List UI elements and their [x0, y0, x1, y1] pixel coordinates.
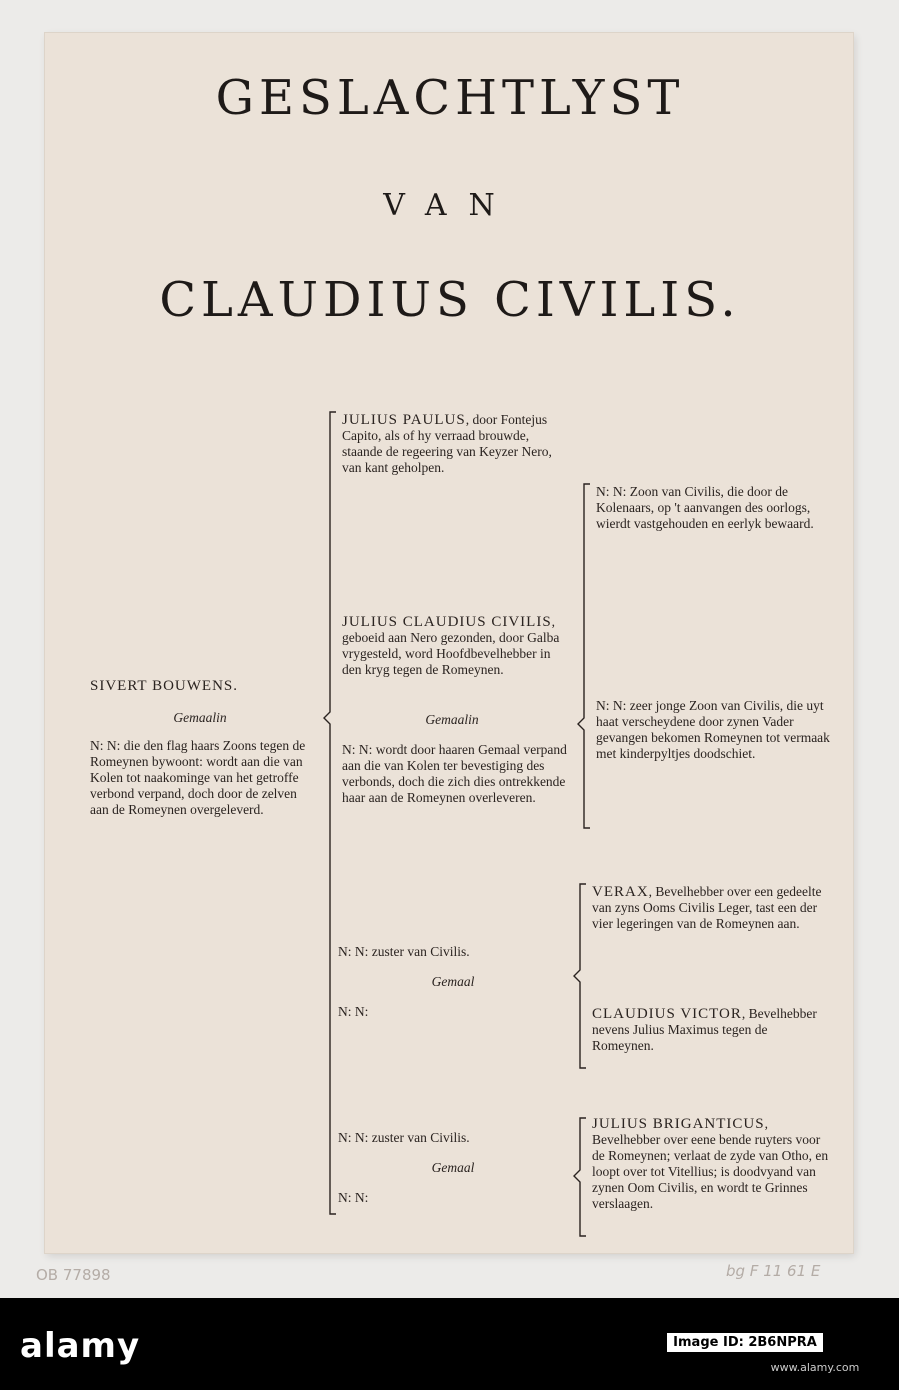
verax-name: VERAX [592, 884, 649, 900]
civilis-text: , geboeid aan Nero gezonden, door Galba vrygesteld, word Hoofdbevelhebber in den kryg tegen de Romeynen. [342, 614, 560, 677]
son-1-text: N: N: Zoon van Civilis, die door de Kolenaars, op 't aanvangen des oorlogs, wierdt vastgehouden en eerlyk bewaard. [596, 484, 814, 531]
footer-logo: alamy [20, 1326, 141, 1366]
image-id: Image ID: 2B6NPRA [667, 1333, 823, 1352]
title-line-2: VAN [383, 188, 517, 223]
julius-paulus-name: JULIUS PAULUS [342, 412, 466, 428]
left-spouse-label: Gemaalin [173, 710, 227, 725]
sister-2-text: N: N: zuster van Civilis. [338, 1130, 470, 1145]
julius-paulus-text: , door Fontejus Capito, als of hy verraad brouwde, staande de regeering van Keyzer Nero, van kant geholpen. [342, 412, 552, 475]
briganticus-text: , Bevelhebber over eene bende ruyters voor de Romeynen; verlaat de zyde van Otho, en loopt over tot Vitellius; is doodvyand van zynen Oom Civilis, en wordt te Grinnes verslaagen. [592, 1116, 829, 1211]
briganticus-name: JULIUS BRIGANTICUS [592, 1116, 765, 1132]
victor-entry [592, 1006, 832, 1054]
sister-1-spouse-label: Gemaal [431, 974, 475, 989]
title-line-3: CLAUDIUS CIVILIS. [159, 272, 741, 328]
sister-2-spouse: N: N: [338, 1190, 369, 1205]
briganticus-entry [592, 1116, 832, 1212]
footer-content [0, 1298, 640, 1390]
sivert-bouwens-name: SIVERT BOUWENS. [90, 678, 238, 694]
civilis-name: JULIUS CLAUDIUS CIVILIS [342, 614, 552, 630]
footer-url: www.alamy.com [770, 1361, 860, 1374]
sister-2-spouse-label: Gemaal [431, 1160, 475, 1175]
civilis-spouse-text: N: N: wordt door haaren Gemaal verpand aan die van Kolen ter bevestiging des verbonds, doch die zich dies ontrekkende haar aan de Romeynen overleveren. [342, 742, 567, 805]
victor-text: , Bevelhebber nevens Julius Maximus tegen de Romeynen. [592, 1006, 817, 1053]
victor-name: CLAUDIUS VICTOR [592, 1006, 742, 1022]
inventory-mark-left: OB 77898 [36, 1266, 111, 1284]
verax-text: , Bevelhebber over een gedeelte van zyns Ooms Civilis Leger, tast een der vier legeringen van de Romeynen aan. [592, 884, 822, 931]
julius-paulus-entry [342, 412, 570, 476]
civilis-spouse-label: Gemaalin [425, 712, 479, 727]
left-spouse-text: N: N: die den flag haars Zoons tegen de Romeynen bywoont: wordt aan die van Kolen tot naakominge van het getroffe verbond verpand, doch door de zelven aan de Romeynen overgeleverd. [90, 738, 306, 817]
sister-1-text: N: N: zuster van Civilis. [338, 944, 470, 959]
inventory-mark-right: bg F 11 61 E [726, 1262, 821, 1280]
son-2-text: N: N: zeer jonge Zoon van Civilis, die uyt haat verscheydene door zynen Vader gevangen bekomen Romeynen tot vermaak met kinderpyltjes doodschiet. [596, 698, 830, 761]
sister-1-spouse: N: N: [338, 1004, 369, 1019]
verax-entry [592, 884, 832, 932]
title-line-1: GESLACHTLYST [215, 70, 685, 126]
civilis-entry [342, 614, 570, 678]
